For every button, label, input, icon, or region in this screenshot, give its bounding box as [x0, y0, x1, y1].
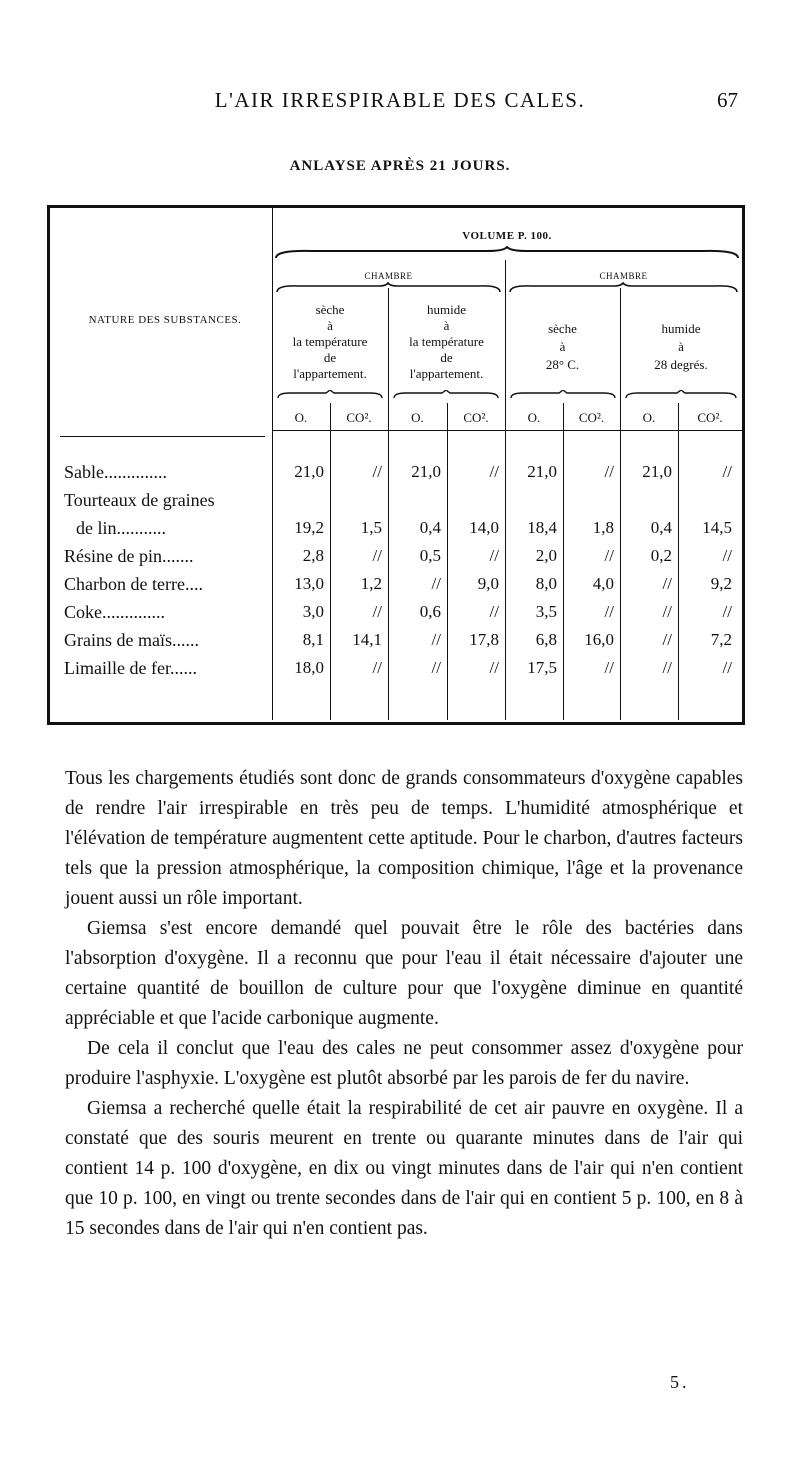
row-label-continued: de lin........... — [76, 518, 166, 538]
subheader-co2: CO². — [578, 410, 605, 425]
subheader-o: O. — [527, 410, 541, 425]
table-row — [50, 630, 748, 656]
table-cell: 14,1 — [352, 630, 382, 649]
table-cell: 0,4 — [419, 518, 441, 537]
table-cell: // — [489, 546, 499, 565]
table-cell: 0,4 — [650, 518, 672, 537]
table-cell: // — [431, 630, 441, 649]
table-row — [50, 490, 748, 544]
subheader-co2: CO². — [346, 410, 372, 425]
table-cell: // — [604, 546, 614, 565]
table-row — [50, 462, 748, 488]
table-cell: // — [722, 602, 732, 621]
table-cell: 2,8 — [302, 546, 324, 565]
subheader-o: O. — [294, 410, 308, 425]
body-text — [65, 764, 743, 1244]
row-label: Résine de pin....... — [64, 546, 194, 566]
table-cell: 8,0 — [535, 574, 557, 593]
table-cell: // — [722, 658, 732, 677]
subheader-o: O. — [411, 410, 424, 425]
row-label: Charbon de terre.... — [64, 574, 203, 594]
table-cell: 16,0 — [584, 630, 614, 649]
subheader-co2: CO². — [697, 410, 723, 425]
table-cell: // — [431, 574, 441, 593]
volume-brace — [272, 246, 742, 262]
row-label: Limaille de fer...... — [64, 658, 197, 678]
table-cell: 21,0 — [642, 462, 672, 481]
table-cell: // — [372, 546, 382, 565]
table-cell: 4,0 — [592, 574, 614, 593]
group-header-3: sèche à 28° C. — [545, 321, 580, 372]
table-cell: 1,2 — [360, 574, 382, 593]
table-cell: // — [489, 602, 499, 621]
chambre-left-brace — [274, 282, 503, 294]
data-table — [47, 205, 745, 725]
signature-mark: 5. — [670, 1372, 690, 1392]
table-cell: 0,6 — [419, 602, 441, 621]
table-cell: 0,2 — [650, 546, 672, 565]
group-brace-4 — [624, 390, 738, 400]
paragraph: Giemsa a recherché quelle était la respirabilité de cet air pauvre en oxygène. Il a constaté que des souris meurent en trente ou quarante minutes dans de l'air qui contient 14 p. 100 d'oxygène, en dix ou vingt minutes dans de l'air qui n'en contient que 10 p. 100, en vingt ou trente secondes dans de l'air qui en contient 5 p. 100, en 8 à 15 secondes dans de l'air qui n'en contient pas. — [65, 1098, 743, 1239]
table-cell: 17,5 — [527, 658, 557, 677]
group-brace-2 — [392, 390, 500, 400]
chambre-left-header: CHAMBRE — [364, 271, 413, 281]
table-cell: // — [604, 658, 614, 677]
table-cell: 7,2 — [710, 630, 732, 649]
group-header-2: humide à la température de l'appartement. — [409, 302, 484, 381]
table-cell: // — [604, 462, 614, 481]
table-cell: 8,1 — [302, 630, 324, 649]
table-cell: 21,0 — [411, 462, 441, 481]
table-cell: // — [604, 602, 614, 621]
table-cell: 18,4 — [527, 518, 557, 537]
table-row — [50, 574, 748, 600]
table-cell: // — [489, 462, 499, 481]
running-head-title: L'AIR IRRESPIRABLE DES CALES. — [214, 88, 586, 112]
table-row — [50, 658, 748, 684]
stub-rule — [60, 436, 265, 437]
table-cell: // — [372, 658, 382, 677]
subheader-co2: CO². — [463, 410, 489, 425]
chambre-right-header: CHAMBRE — [599, 271, 648, 281]
paragraph: De cela il conclut que l'eau des cales ne peut consommer assez d'oxygène pour produire l'asphyxie. L'oxygène est plutôt absorbé par les parois de fer du navire. — [65, 1038, 743, 1089]
table-cell: // — [662, 658, 672, 677]
group-brace-3 — [509, 390, 617, 400]
volume-header: VOLUME P. 100. — [462, 230, 552, 242]
group-brace-1 — [276, 390, 384, 400]
table-cell: 2,0 — [535, 546, 557, 565]
row-label: Coke.............. — [64, 602, 165, 622]
table-cell: 18,0 — [294, 658, 324, 677]
row-label: Grains de maïs...... — [64, 630, 199, 650]
table-cell: 19,2 — [294, 518, 324, 537]
table-cell: 3,0 — [302, 602, 324, 621]
table-cell: 0,5 — [419, 546, 441, 565]
row-label: Sable.............. — [64, 462, 167, 482]
group-header-4: humide à 28 degrés. — [654, 321, 708, 372]
table-caption: ANLAYSE APRÈS 21 JOURS. — [289, 158, 511, 174]
table-row — [50, 602, 748, 628]
group-header-1: sèche à la température de l'appartement. — [292, 302, 368, 381]
subheader-o: O. — [642, 410, 656, 425]
table-cell: 6,8 — [535, 630, 557, 649]
paragraph: Giemsa s'est encore demandé quel pouvait être le rôle des bactéries dans l'absorption d'oxygène. Il a reconnu que pour l'eau il était nécessaire d'ajouter une certaine quantité de bouillon de culture pour que l'oxygène diminue en quantité appréciable et que l'acide carbonique augmente. — [65, 918, 743, 1029]
table-cell: 13,0 — [294, 574, 324, 593]
table-cell: // — [722, 546, 732, 565]
chambre-right-brace — [507, 282, 740, 294]
table-cell: 21,0 — [294, 462, 324, 481]
table-cell: 3,5 — [535, 602, 557, 621]
running-head — [0, 88, 800, 118]
table-cell: 1,8 — [592, 518, 614, 537]
table-cell: // — [431, 658, 441, 677]
table-cell: // — [489, 658, 499, 677]
header-rule — [272, 430, 742, 431]
table-cell: 17,8 — [469, 630, 499, 649]
paragraph: Tous les chargements étudiés sont donc de grands consommateurs d'oxygène capables de rendre l'air irrespirable en très peu de temps. L'humidité atmosphérique et l'élévation de température augmentent cette aptitude. Pour le charbon, d'autres facteurs tels que la pression atmosphérique, la composition chimique, l'âge et la provenance jouent aussi un rôle important. — [65, 768, 743, 909]
table-cell: // — [372, 462, 382, 481]
table-cell: // — [662, 574, 672, 593]
table-cell: 21,0 — [527, 462, 557, 481]
page-number: 67 — [717, 88, 738, 112]
stub-header: NATURE DES SUBSTANCES. — [88, 314, 242, 326]
table-cell: 14,0 — [469, 518, 499, 537]
table-cell: 1,5 — [360, 518, 382, 537]
table-cell: // — [372, 602, 382, 621]
table-row — [50, 546, 748, 572]
table-cell: // — [662, 602, 672, 621]
table-cell: // — [722, 462, 732, 481]
table-cell: 9,2 — [710, 574, 732, 593]
table-cell: // — [662, 630, 672, 649]
row-label: Tourteaux de graines — [64, 490, 215, 510]
table-cell: 14,5 — [702, 518, 732, 537]
table-cell: 9,0 — [477, 574, 499, 593]
